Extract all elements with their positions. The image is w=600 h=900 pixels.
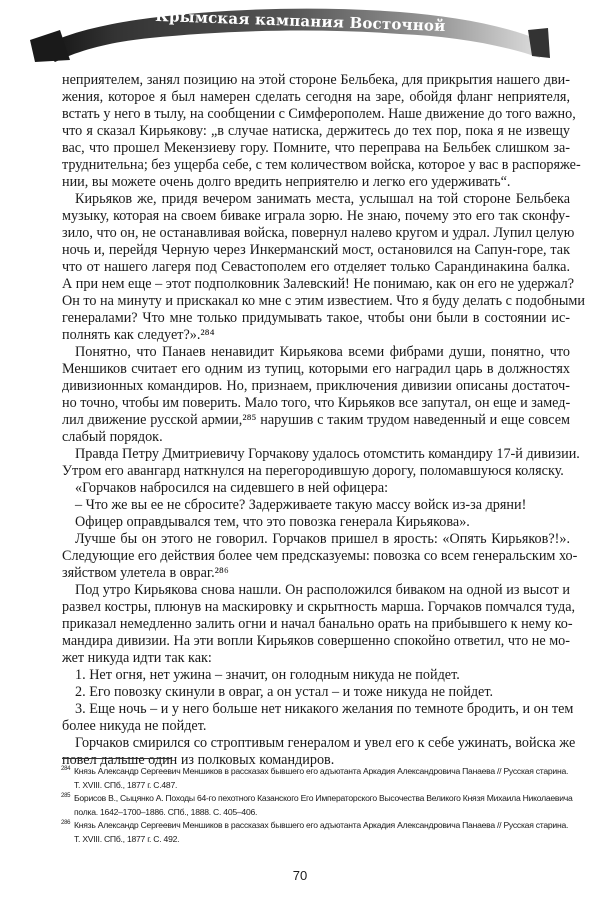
paragraph — [62, 446, 580, 480]
text-line: Кирьяков же, придя вечером занимать места, услышал на той стороне Бельбека — [75, 191, 570, 207]
text-line: нии, вы можете очень долго вредить неприятелю и легко его удерживать“. — [62, 174, 511, 190]
text-line: Правда Петру Дмитриевичу Горчакову удалось отомстить командиру 17-й дивизии. — [75, 446, 580, 462]
paragraph — [62, 480, 570, 497]
footnotes — [62, 765, 574, 846]
text-line: Он то на минуту и прискакал ко мне с этим известием. Что я буду делать с подобными — [62, 293, 585, 309]
text-line: Меншиков считает его одним из тупиц, которыми его наградил царь в должностях — [62, 361, 570, 377]
text-line: что от нашего лагеря под Севастополем его отделяет только Сарандинакина балка. — [62, 259, 570, 275]
footnote-number: 285 — [61, 793, 71, 799]
paragraph — [62, 191, 585, 344]
footnote-divider — [62, 758, 172, 759]
text-line: слабый порядок. — [62, 429, 163, 445]
text-line: 1. Нет огня, нет ужина – значит, он голодным никуда не пойдет. — [75, 667, 460, 683]
text-line: но точно, чтобы им поверить. Мало того, что Кирьяков все запутал, он еще и замед- — [62, 395, 571, 411]
text-line: «Горчаков набросился на сидевшего в ней офицера: — [75, 480, 389, 496]
text-line: жения, которое я был намерен сделать сегодня на заре, обойдя фланг неприятеля, — [62, 89, 570, 105]
chapter-banner — [0, 0, 600, 70]
text-line: Понятно, что Панаев ненавидит Кирьякова всеми фибрами души, понятно, что — [75, 344, 570, 360]
text-line: Следующие его действия более чем предсказуемы: повозка со всем генеральским хо- — [62, 548, 578, 564]
text-line: встать у него в тылу, на сообщении с Симферополем. Наше движение до того важно, — [62, 106, 576, 122]
text-line: мандира дивизии. На эти вопли Кирьяков совершенно спокойно ответил, что не мо- — [62, 633, 570, 649]
text-line: Утром его авангард наткнулся на перегородившую дорогу, поломавшуюся коляску. — [62, 463, 564, 479]
paragraph — [62, 667, 570, 684]
footnote — [62, 819, 574, 846]
footnote-number: 284 — [61, 766, 71, 772]
chapter-title: Крымская кампания Восточной войны — [154, 6, 446, 50]
paragraph — [62, 735, 576, 769]
text-line: дивизионных командиров. Но, признаем, приключения дивизии описаны достаточ- — [62, 378, 570, 394]
text-line: ночь и, перейдя Черную через Инкерманский мост, остановился на Сапун-горе, так — [62, 242, 570, 258]
text-line: Офицер оправдывался тем, что это повозка генерала Кирьякова». — [75, 514, 470, 530]
text-line: – Что же вы ее не сбросите? Задерживаете такую массу войск из-за дряни! — [75, 497, 527, 513]
text-line: музыку, которая на своем биваке играла зорю. Не знаю, почему это его так сконфу- — [62, 208, 570, 224]
paragraph — [62, 497, 570, 514]
text-line: приказал немедленно залить огни и начал банально орать на прибывшего к нему ко- — [62, 616, 573, 632]
text-line: Горчаков смирился со строптивым генералом и увел его к себе ужинать, войска же — [75, 735, 576, 751]
text-line: зяйством улетела в овраг.²⁸⁶ — [62, 565, 229, 581]
footnote-text: Борисов В., Сыцянко А. Походы 64-го пехотного Казанского Его Императорского Высочества Великого Князя Михаила Николаевича полка. 1642–1700–1886. СПб., 1888. С. 405–406. — [74, 793, 573, 817]
footnote-text: Князь Александр Сергеевич Меншиков в рассказах бывшего его адъютанта Аркадия Александровича Панаева // Русская старина. Т. XVIII. СПб., 1877 г. С. 492. — [74, 820, 569, 844]
paragraph — [62, 72, 581, 191]
paragraph — [62, 582, 576, 667]
text-line: 3. Еще ночь – и у него больше нет никакого желания по темноте бродить, и он тем — [75, 701, 574, 717]
paragraph — [62, 514, 570, 531]
text-line: полнять как следует?».²⁸⁴ — [62, 327, 215, 343]
paragraph — [62, 684, 570, 701]
text-line: что я сказал Кирьякову: „в случае натиска, держитесь до тех пор, пока я не извещу — [62, 123, 570, 139]
paragraph — [62, 344, 570, 446]
body-text — [62, 72, 585, 769]
footnote — [62, 792, 574, 819]
text-line: повел дальше один из полковых командиров. — [62, 752, 335, 768]
footnote — [62, 765, 574, 792]
text-line: более никуда не пойдет. — [62, 718, 207, 734]
text-line: зило, что он, не останавливая войска, повернул налево кругом и удрал. Лупил целую — [62, 225, 575, 241]
paragraph — [62, 531, 578, 582]
footnote-number: 286 — [61, 820, 71, 826]
text-line: развел костры, плюнув на маскировку и скрытность марша. Горчаков помчался туда, — [62, 599, 576, 615]
page-number: 70 — [292, 868, 308, 883]
text-line: Под утро Кирьякова снова нашли. Он расположился биваком на одной из высот и — [75, 582, 570, 598]
text-line: 2. Его повозку скинули в овраг, а он устал – и тоже никуда не пойдет. — [75, 684, 494, 700]
text-line: А при нем еще – этот подполковник Залевский! Не понимаю, как он его не удержал? — [62, 276, 575, 292]
text-line: неприятелем, занял позицию на этой стороне Бельбека, для прикрытия нашего дви- — [62, 72, 570, 88]
paragraph — [62, 701, 574, 735]
text-line: лил движение русской армии,²⁸⁵ нарушив с таким трудом наведенный и еще совсем — [62, 412, 570, 428]
text-line: генералами? Что мне только придумывать такое, чтобы они были в состоянии ис- — [62, 310, 570, 326]
text-line: труднительна; без ущерба себе, с тем количеством войска, которое у вас в распоряже- — [62, 157, 581, 173]
text-line: жет никуда идти так как: — [62, 650, 212, 666]
text-line: вас, что прошел Мекензиеву гору. Помните, что переправа на Бельбек слишком за- — [62, 140, 570, 156]
text-line: Лучше бы он этого не говорил. Горчаков пришел в ярость: «Опять Кирьяков?!». — [75, 531, 570, 547]
footnote-text: Князь Александр Сергеевич Меншиков в рассказах бывшего его адъютанта Аркадия Александровича Панаева // Русская старина. Т. XVIII. СПб., 1877 г. С.487. — [74, 766, 569, 790]
